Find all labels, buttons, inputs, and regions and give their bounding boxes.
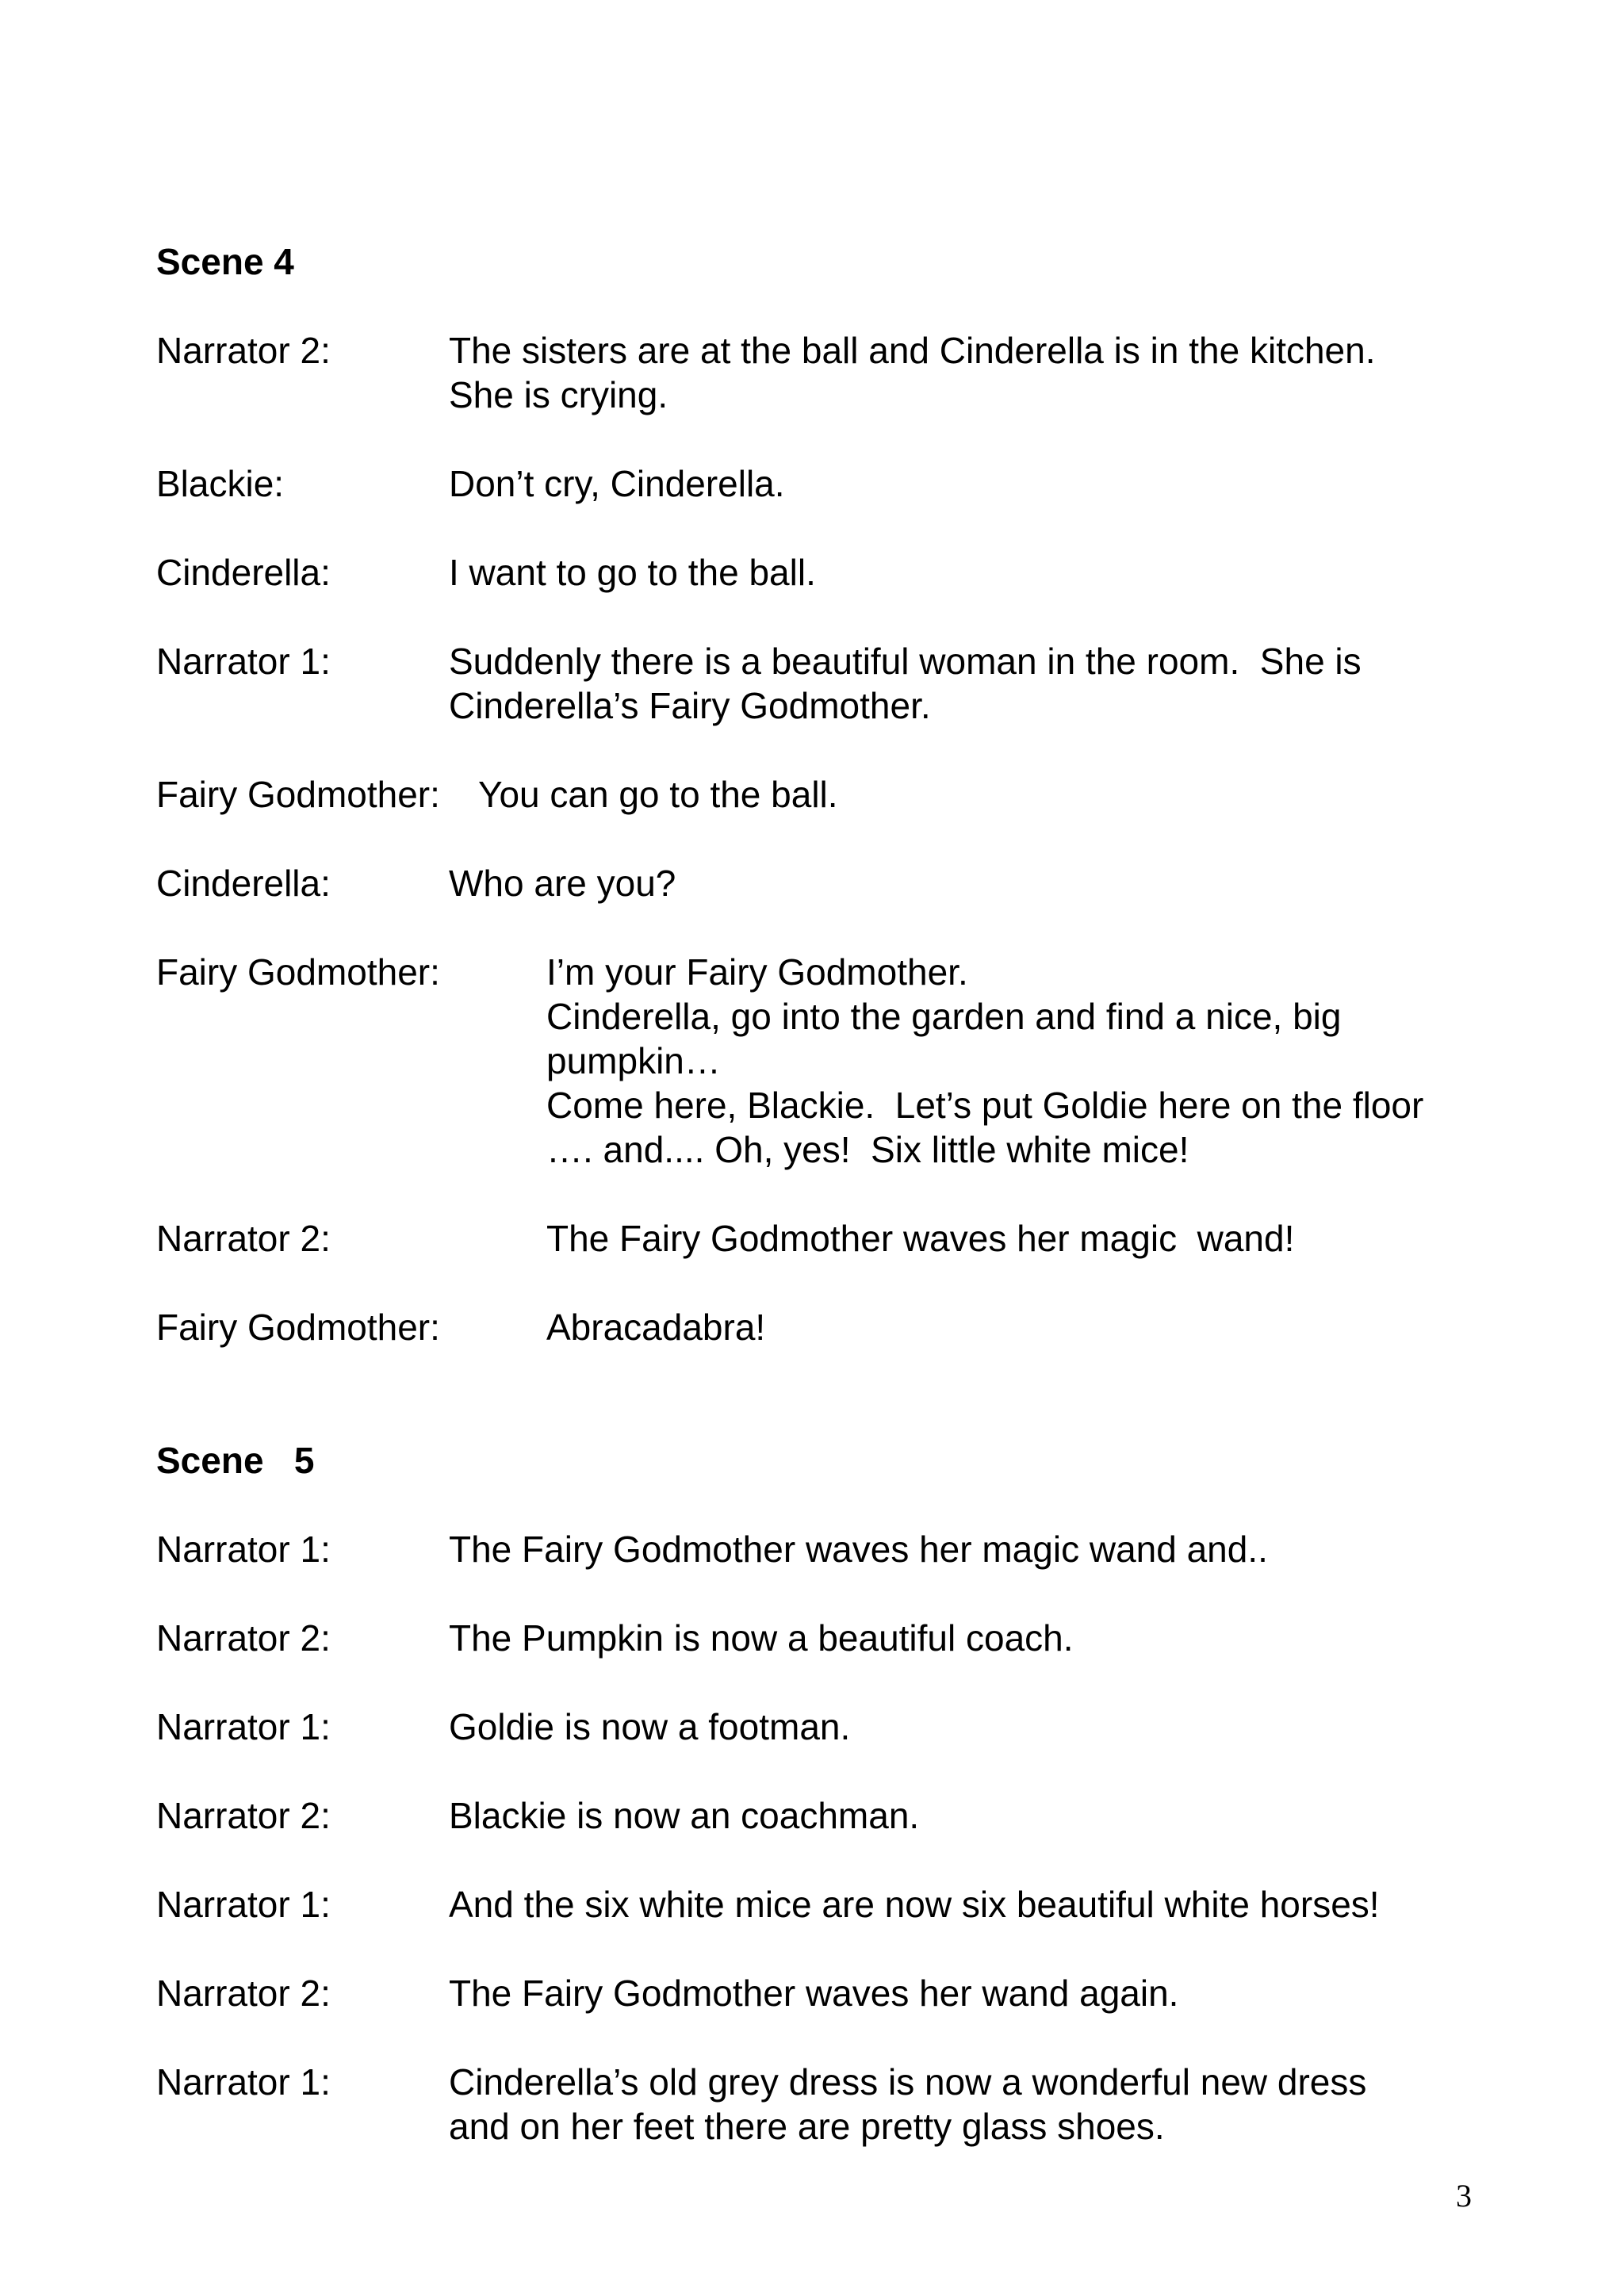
speech-line: I’m your Fairy Godmother. [546, 951, 968, 993]
speech-line: The sisters are at the ball and Cinderella is in the kitchen. [449, 330, 1376, 371]
speech-line: pumpkin… [546, 1040, 721, 1081]
speaker-name: Narrator 1: [156, 1529, 331, 1570]
speech-text [449, 1616, 1074, 1660]
dialogue-line [156, 1793, 919, 1838]
dialogue-line [156, 328, 1376, 417]
speech-line: …. and.... Oh, yes! Six little white mice! [546, 1129, 1189, 1170]
dialogue-line [156, 2060, 1366, 2149]
speaker-name: Cinderella: [156, 552, 331, 593]
speaker-name: Narrator 1: [156, 2061, 331, 2103]
speech-line: Cinderella’s Fairy Godmother. [449, 685, 931, 726]
speech-text [546, 1216, 1294, 1261]
speech-line: Blackie is now an coachman. [449, 1795, 920, 1836]
speech-line: Cinderella’s old grey dress is now a wonderful new dress [449, 2061, 1367, 2103]
speech-line: Goldie is now a footman. [449, 1706, 851, 1747]
dialogue-line [156, 1216, 1294, 1261]
speech-line: I want to go to the ball. [449, 552, 816, 593]
speech-line: She is crying. [449, 374, 668, 415]
dialogue-line [156, 461, 785, 506]
scene-heading: Scene 5 [156, 1440, 315, 1481]
speech-line: Abracadabra! [546, 1307, 766, 1348]
speech-line: Cinderella, go into the garden and find a nice, big [546, 996, 1342, 1037]
speech-text [449, 550, 816, 595]
speaker-name: Fairy Godmother: [156, 951, 440, 993]
speech-line: The Pumpkin is now a beautiful coach. [449, 1617, 1074, 1659]
speech-text [449, 328, 1376, 417]
speech-text [449, 1527, 1268, 1571]
speech-line: The Fairy Godmother waves her wand again. [449, 1973, 1179, 2014]
speaker-name: Narrator 2: [156, 1795, 331, 1836]
speech-line: Don’t cry, Cinderella. [449, 463, 785, 504]
speech-text [449, 1793, 919, 1838]
speech-line: Suddenly there is a beautiful woman in the room. She is [449, 641, 1362, 682]
dialogue-line [156, 861, 676, 905]
dialogue-line [156, 1882, 1380, 1927]
speech-line: You can go to the ball. [478, 774, 838, 815]
speech-line: Come here, Blackie. Let’s put Goldie here on the floor [546, 1085, 1424, 1126]
speech-text [449, 1971, 1178, 2015]
dialogue-line [156, 1527, 1268, 1571]
dialogue-line [156, 639, 1362, 728]
dialogue-line [156, 1705, 850, 1749]
speaker-name: Narrator 2: [156, 1973, 331, 2014]
page-number: 3 [1456, 2178, 1472, 2214]
speaker-name: Fairy Godmother: [156, 774, 440, 815]
speech-text [449, 639, 1362, 728]
speaker-name: Narrator 1: [156, 1706, 331, 1747]
speaker-name: Blackie: [156, 463, 285, 504]
speaker-name: Narrator 1: [156, 1884, 331, 1925]
dialogue-line [156, 1305, 765, 1349]
speech-text [449, 2060, 1366, 2149]
speech-text [449, 1882, 1380, 1927]
speaker-name: Narrator 2: [156, 1218, 331, 1259]
speaker-name: Cinderella: [156, 863, 331, 904]
speaker-name: Narrator 2: [156, 1617, 331, 1659]
speech-line: Who are you? [449, 863, 676, 904]
speech-line: The Fairy Godmother waves her magic wand! [546, 1218, 1295, 1259]
dialogue-line [156, 550, 816, 595]
speech-line: And the six white mice are now six beautiful white horses! [449, 1884, 1380, 1925]
speech-text [449, 1705, 850, 1749]
speech-text [449, 461, 785, 506]
dialogue-line [156, 772, 838, 817]
dialogue-line [156, 1971, 1178, 2015]
dialogue-line [156, 950, 1423, 1172]
scene-heading: Scene 4 [156, 241, 294, 282]
speech-text [478, 772, 838, 817]
speech-text [449, 861, 676, 905]
speaker-name: Narrator 2: [156, 330, 331, 371]
speech-text [546, 1305, 765, 1349]
speech-text [546, 950, 1423, 1172]
speaker-name: Narrator 1: [156, 641, 331, 682]
speech-line: The Fairy Godmother waves her magic wand and.. [449, 1529, 1268, 1570]
dialogue-line [156, 1616, 1074, 1660]
speaker-name: Fairy Godmother: [156, 1307, 440, 1348]
speech-line: and on her feet there are pretty glass shoes. [449, 2106, 1165, 2147]
